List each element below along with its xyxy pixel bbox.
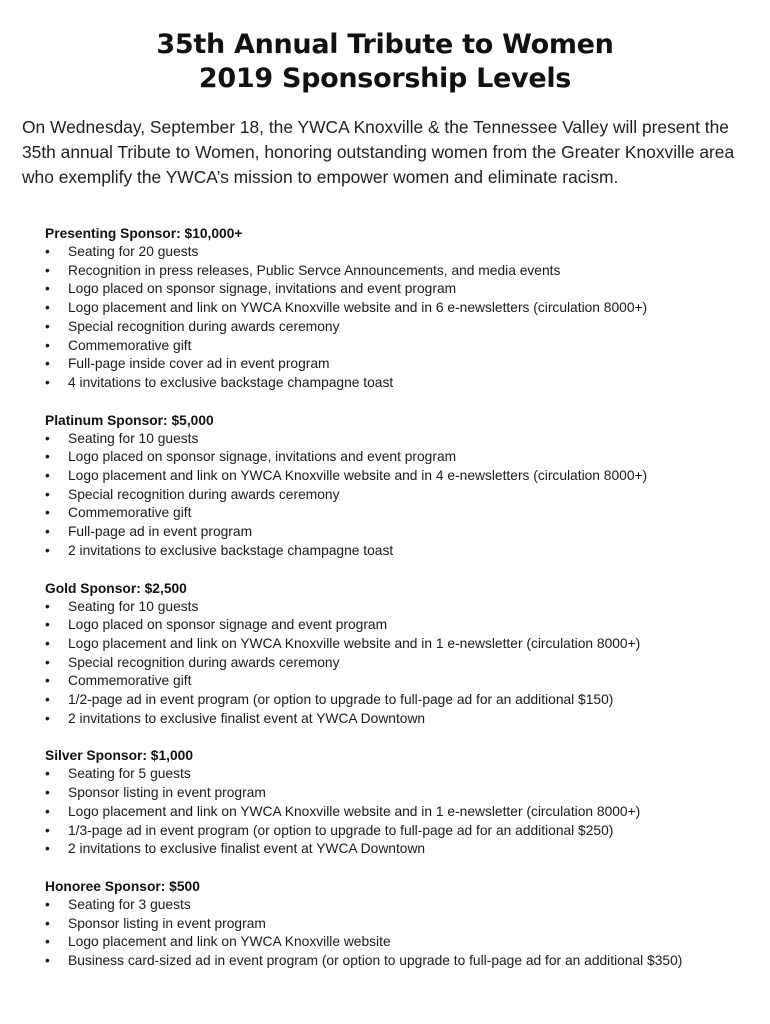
benefit-text: Commemorative gift: [68, 505, 192, 521]
benefit-item: [45, 542, 748, 561]
intro-paragraph: On Wednesday, September 18, the YWCA Knoxville & the Tennessee Valley will present the 35th annual Tribute to Women, honoring outstanding women from the Greater Knoxville area who exemplify the YWCA’s mission to empower women and eliminate racism.: [22, 117, 735, 187]
benefit-item: [45, 486, 748, 505]
bullet-icon: •: [45, 244, 50, 259]
benefit-text: Special recognition during awards ceremony: [68, 486, 340, 502]
benefit-text: Special recognition during awards ceremony: [68, 654, 340, 670]
benefit-text: Seating for 10 guests: [68, 430, 199, 446]
bullet-icon: •: [45, 934, 50, 950]
benefit-text: Full-page ad in event program: [68, 524, 253, 540]
benefit-text: 1/2-page ad in event program (or option to upgrade to full-page ad for an additional $150): [68, 692, 614, 708]
benefit-item: [45, 822, 748, 841]
bullet-icon: •: [45, 841, 50, 857]
benefit-list: [45, 243, 748, 393]
benefit-item: [45, 672, 748, 691]
sponsorship-levels: [22, 224, 748, 971]
sponsor-level-heading: Platinum Sponsor: $5,000: [45, 412, 214, 428]
benefit-item: [45, 952, 748, 971]
benefit-list: [45, 765, 748, 859]
sponsor-level-heading: Honoree Sponsor: $500: [45, 878, 200, 894]
bullet-icon: •: [45, 635, 50, 651]
benefit-item: [45, 448, 748, 467]
benefit-text: Commemorative gift: [68, 673, 192, 689]
benefit-item: [45, 523, 748, 542]
sponsor-level-heading: Presenting Sponsor: $10,000+: [45, 226, 243, 241]
benefit-item: [45, 598, 748, 617]
sponsor-level: [45, 746, 748, 859]
benefit-item: [45, 430, 748, 449]
benefit-text: 4 invitations to exclusive backstage champagne toast: [68, 374, 394, 390]
benefit-text: 1/3-page ad in event program (or option to upgrade to full-page ad for an additional $250): [68, 822, 614, 838]
benefit-list: [45, 896, 748, 971]
benefit-text: Business card-sized ad in event program (or option to upgrade to full-page ad for an additional $350): [68, 953, 683, 969]
bullet-icon: •: [45, 617, 50, 633]
bullet-icon: •: [45, 356, 50, 372]
bullet-icon: •: [45, 692, 50, 708]
bullet-icon: •: [45, 486, 50, 502]
benefit-item: [45, 355, 748, 374]
title-line-1: 35th Annual Tribute to Women: [156, 29, 614, 60]
benefit-item: [45, 840, 748, 859]
bullet-icon: •: [45, 505, 50, 521]
benefit-item: [45, 765, 748, 784]
bullet-icon: •: [45, 524, 50, 540]
sponsor-level: [45, 411, 748, 561]
benefit-item: [45, 616, 748, 635]
benefit-item: [45, 262, 748, 281]
benefit-text: Sponsor listing in event program: [68, 785, 266, 801]
benefit-item: [45, 933, 748, 952]
benefit-text: Seating for 20 guests: [68, 244, 199, 259]
bullet-icon: •: [45, 598, 50, 614]
benefit-text: Logo placement and link on YWCA Knoxville website and in 1 e-newsletter (circulation 8000+): [68, 635, 641, 651]
benefit-item: [45, 635, 748, 654]
benefit-text: Logo placement and link on YWCA Knoxville website and in 1 e-newsletter (circulation 8000+): [68, 803, 641, 819]
benefit-text: Logo placed on sponsor signage, invitations and event program: [68, 449, 457, 465]
benefit-item: [45, 784, 748, 803]
benefit-text: Seating for 10 guests: [68, 598, 199, 614]
benefit-item: [45, 280, 748, 299]
sponsor-level: [45, 224, 748, 393]
bullet-icon: •: [45, 542, 50, 558]
bullet-icon: •: [45, 803, 50, 819]
page-title: [22, 28, 748, 96]
benefit-item: [45, 691, 748, 710]
benefit-item: [45, 654, 748, 673]
benefit-item: [45, 467, 748, 486]
benefit-text: Logo placed on sponsor signage and event program: [68, 617, 388, 633]
title-line-2: 2019 Sponsorship Levels: [198, 63, 572, 94]
benefit-text: Seating for 5 guests: [68, 766, 191, 782]
benefit-item: [45, 915, 748, 934]
bullet-icon: •: [45, 785, 50, 801]
bullet-icon: •: [45, 822, 50, 838]
bullet-icon: •: [45, 673, 50, 689]
benefit-item: [45, 504, 748, 523]
benefit-text: Logo placement and link on YWCA Knoxville website and in 4 e-newsletters (circulation 8000+): [68, 468, 648, 484]
bullet-icon: •: [45, 654, 50, 670]
benefit-text: Special recognition during awards ceremony: [68, 318, 340, 334]
bullet-icon: •: [45, 262, 50, 278]
benefit-text: Sponsor listing in event program: [68, 915, 266, 931]
benefit-list: [45, 430, 748, 561]
benefit-item: [45, 803, 748, 822]
benefit-text: 2 invitations to exclusive finalist event at YWCA Downtown: [68, 710, 426, 726]
bullet-icon: •: [45, 710, 50, 726]
sponsor-level-heading: Silver Sponsor: $1,000: [45, 748, 193, 764]
bullet-icon: •: [45, 318, 50, 334]
benefit-text: 2 invitations to exclusive finalist event at YWCA Downtown: [68, 841, 426, 857]
bullet-icon: •: [45, 915, 50, 931]
benefit-item: [45, 374, 748, 393]
bullet-icon: •: [45, 337, 50, 353]
bullet-icon: •: [45, 953, 50, 969]
benefit-item: [45, 710, 748, 729]
bullet-icon: •: [45, 430, 50, 446]
bullet-icon: •: [45, 449, 50, 465]
benefit-item: [45, 299, 748, 318]
benefit-text: Recognition in press releases, Public Servce Announcements, and media events: [68, 262, 561, 278]
benefit-text: Logo placement and link on YWCA Knoxville website and in 6 e-newsletters (circulation 8000+): [68, 300, 648, 316]
benefit-item: [45, 243, 748, 262]
benefit-text: Full-page inside cover ad in event program: [68, 356, 330, 372]
sponsor-level: [45, 877, 748, 971]
benefit-text: Commemorative gift: [68, 337, 192, 353]
bullet-icon: •: [45, 766, 50, 782]
benefit-item: [45, 337, 748, 356]
bullet-icon: •: [45, 300, 50, 316]
sponsor-level: [45, 579, 748, 729]
benefit-item: [45, 318, 748, 337]
benefit-text: Logo placement and link on YWCA Knoxville website: [68, 934, 391, 950]
bullet-icon: •: [45, 468, 50, 484]
benefit-item: [45, 896, 748, 915]
benefit-text: Logo placed on sponsor signage, invitations and event program: [68, 281, 457, 297]
bullet-icon: •: [45, 374, 50, 390]
bullet-icon: •: [45, 896, 50, 912]
bullet-icon: •: [45, 281, 50, 297]
sponsor-level-heading: Gold Sponsor: $2,500: [45, 580, 187, 596]
benefit-text: 2 invitations to exclusive backstage champagne toast: [68, 542, 394, 558]
benefit-list: [45, 598, 748, 729]
benefit-text: Seating for 3 guests: [68, 896, 191, 912]
